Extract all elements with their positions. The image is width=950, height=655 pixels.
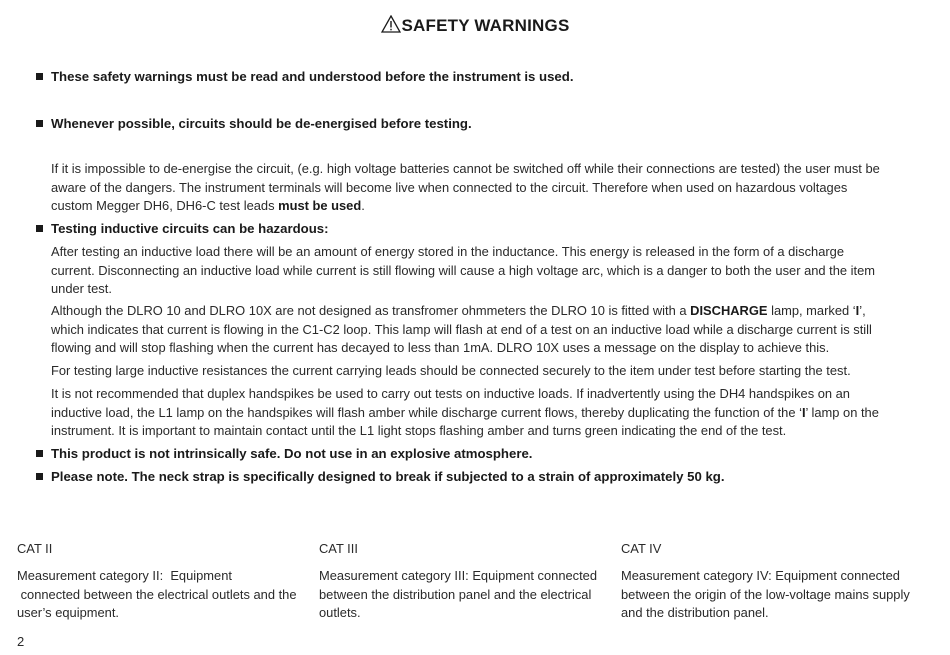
bullet-square-icon (36, 225, 43, 232)
warning-bullet-intrinsically-safe: This product is not intrinsically safe. Do not use in an explosive atmosphere. (36, 446, 532, 461)
paragraph-discharge-lamp: Although the DLRO 10 and DLRO 10X are not designed as transfromer ohmmeters the DLRO 10 is fitted with a DISCHARGE lamp, marked ‘I’, which indicates that current is flowing in the C1-C2 loop. This lamp will flash at end of a test on an inductive load while a discharge current is still flowing and will stop flashing when the current has decayed to less than 1mA. DLRO 10X uses a message on the display to achieve this. (51, 303, 872, 356)
category-description: Measurement category II: Equipment connected between the electrical outlets and the user’s equipment. (17, 568, 297, 621)
warning-bullet-inductive: Testing inductive circuits can be hazardous: (36, 221, 328, 236)
category-cat-iii (319, 540, 601, 623)
bullet-square-icon (36, 473, 43, 480)
page-title-text: SAFETY WARNINGS (401, 16, 570, 35)
paragraph-inductive-energy: After testing an inductive load there will be an amount of energy stored in the inductance. This energy is released in the form of a discharge current. Disconnecting an inductive load while current is still flowing will cause a high voltage arc, which is a danger to both the user and the item under test. (51, 244, 876, 297)
category-cat-ii (17, 540, 307, 623)
paragraph-duplex-handspikes: It is not recommended that duplex handspikes be used to carry out tests on inductive loads. If inadvertently using the DH4 handspikes on an inductive load, the L1 lamp on the handspikes will flash amber while discharge current flows, thereby duplicating the function of the ‘I’ lamp on the instrument. It is important to maintain contact until the L1 light stops flashing amber and turns green indicating the end of the test. (51, 386, 879, 439)
bullet-square-icon (36, 450, 43, 457)
category-title: CAT II (17, 541, 53, 556)
page-number: 2 (17, 634, 25, 649)
warning-bullet-read: These safety warnings must be read and understood before the instrument is used. (36, 69, 573, 84)
category-cat-iv (621, 540, 913, 623)
category-title: CAT III (319, 541, 358, 556)
warning-triangle-icon (381, 15, 401, 33)
category-description: Measurement category IV: Equipment connected between the origin of the low-voltage mains supply and the distribution panel. (621, 568, 910, 621)
bullet-square-icon (36, 73, 43, 80)
warning-bullet-de-energise: Whenever possible, circuits should be de-energised before testing. (36, 116, 472, 131)
category-description: Measurement category III: Equipment connected between the distribution panel and the electrical outlets. (319, 568, 598, 621)
bullet-square-icon (36, 120, 43, 127)
page-title (0, 15, 950, 36)
paragraph-large-inductive: For testing large inductive resistances the current carrying leads should be connected securely to the item under test before starting the test. (51, 363, 851, 378)
warning-bullet-neck-strap: Please note. The neck strap is specifically designed to break if subjected to a strain of approximately 50 kg. (36, 469, 725, 484)
paragraph-de-energise: If it is impossible to de-energise the circuit, (e.g. high voltage batteries cannot be switched off while their connections are tested) the user must be aware of the dangers. The instrument terminals will become live when connected to the circuit. Therefore when used on hazardous voltages custom Megger DH6, DH6-C test leads must be used. (51, 161, 880, 214)
category-title: CAT IV (621, 541, 662, 556)
